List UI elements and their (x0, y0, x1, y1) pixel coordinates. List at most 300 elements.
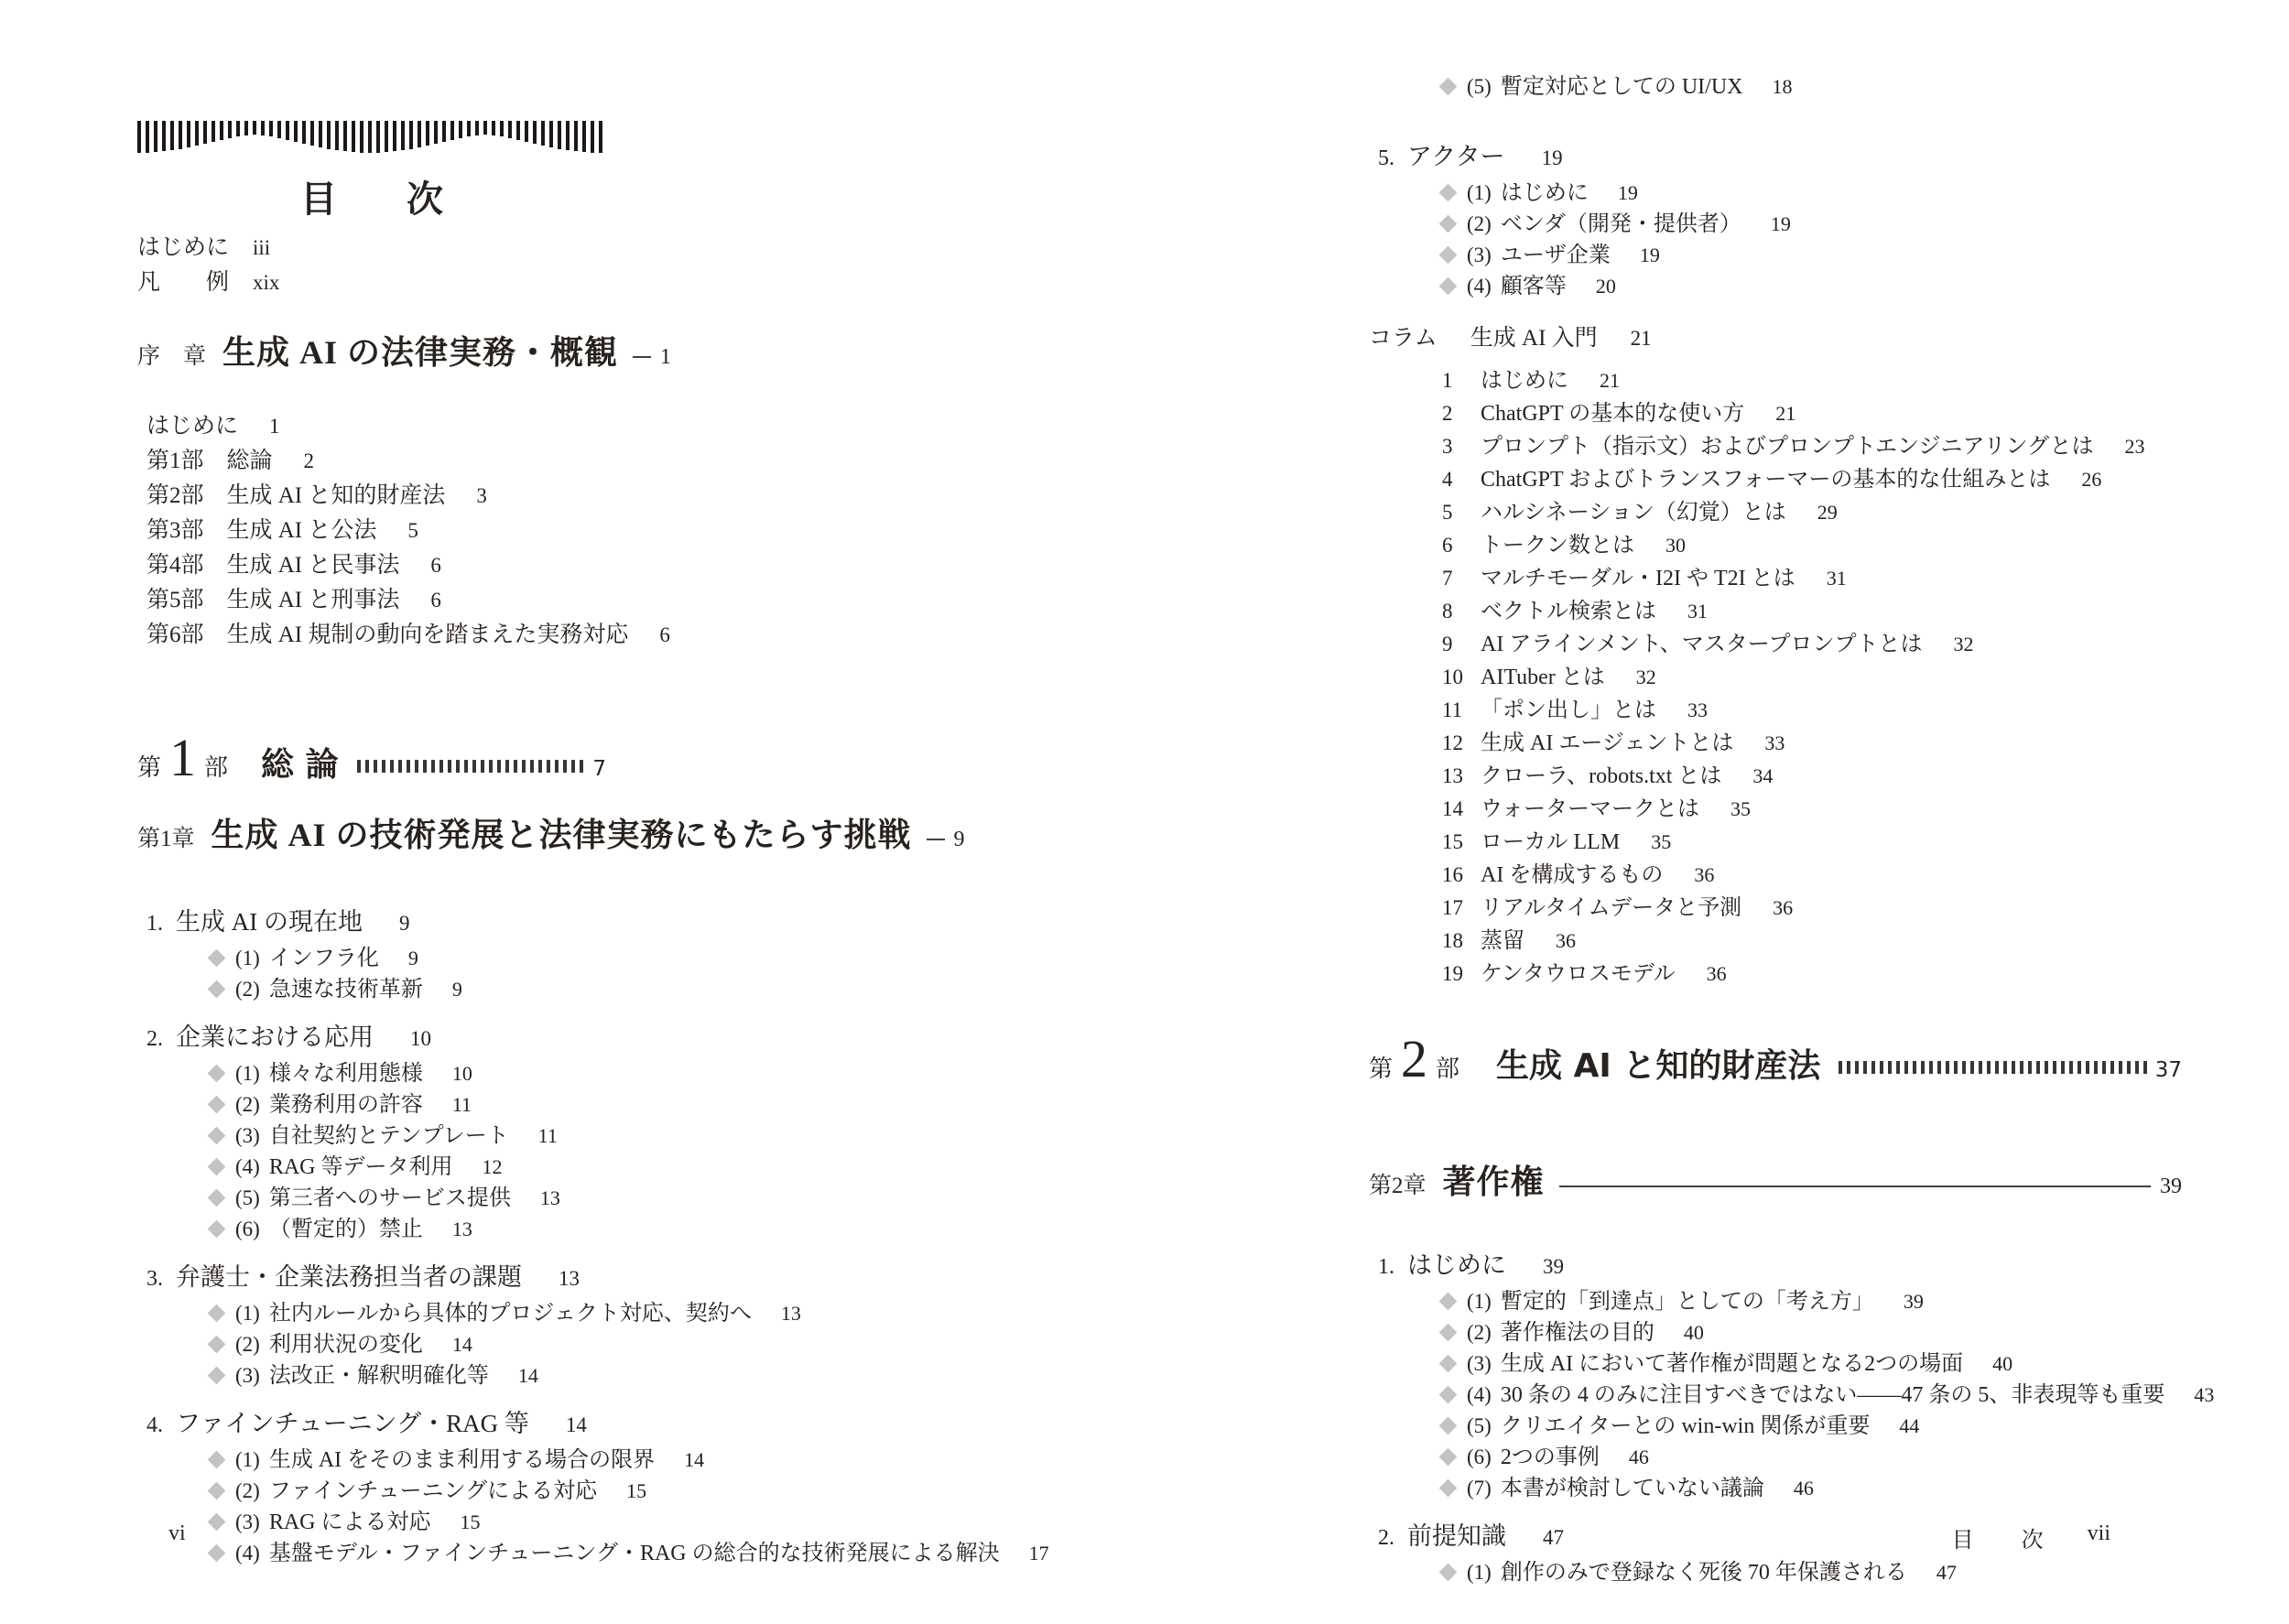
entry-page: 14 (451, 1333, 472, 1356)
part-title: 総 論 (261, 746, 339, 784)
entry-label: 第6部 生成 AI 規制の動向を踏まえた実務対応 (146, 623, 629, 647)
ornament-bar (426, 121, 429, 146)
toc-section (137, 1258, 801, 1391)
toc-entry (137, 265, 606, 300)
ornament-bar (508, 121, 512, 138)
ornament-bar (187, 121, 190, 147)
entry-number: (2) (1467, 212, 1492, 235)
ornament-bar (393, 121, 396, 151)
chapter-label: 第1章 (137, 827, 195, 851)
ornament-bar (582, 121, 586, 152)
ornament-bar (319, 121, 322, 147)
toc-entry (1369, 137, 2182, 178)
toc-entry (137, 903, 606, 943)
toc-entry (137, 479, 606, 514)
entry-label: 弁護士・企業法務担当者の課題 (176, 1263, 522, 1291)
entry-label: 自社契約とテンプレート (268, 1124, 509, 1148)
entry-number: 18 (1442, 929, 1463, 952)
toc-entry (137, 1089, 606, 1121)
toc-entry (1369, 364, 2182, 397)
diamond-icon (208, 1188, 226, 1207)
entry-number: 6 (1442, 534, 1453, 557)
ornament-bar (500, 121, 504, 136)
toc-entry (1369, 694, 2182, 727)
footer (1952, 1521, 2110, 1554)
entry-label: 第4部 生成 AI と民事法 (146, 553, 400, 578)
sub-entry-list (1369, 1286, 2215, 1504)
entry-label: プロンプト（指示文）およびプロンプトエンジニアリングとは (1481, 435, 2094, 459)
entry-label: 著作権法の目的 (1500, 1321, 1654, 1345)
column-label: コラム (1369, 326, 1437, 351)
entry-label: 前提知識 (1407, 1522, 1506, 1550)
ornament-bar (549, 121, 553, 147)
diamond-icon (1439, 183, 1458, 201)
entry-label: はじめに (1481, 369, 1568, 393)
ornament-bar (385, 121, 388, 152)
diamond-icon (1439, 1354, 1458, 1372)
entry-label: AI を構成するもの (1481, 863, 1664, 887)
entry-page: 35 (1651, 830, 1672, 853)
leader-dots (1839, 1061, 2147, 1074)
leader-line (927, 839, 945, 840)
entry-label: クリエイターとの win-win 関係が重要 (1500, 1414, 1871, 1438)
entry-label: ベクトル検索とは (1481, 600, 1656, 623)
ornament-bar (162, 121, 166, 151)
entry-number: 8 (1442, 600, 1453, 623)
entry-label: 生成 AI をそのまま利用する場合の限界 (268, 1448, 656, 1472)
entry-number: (5) (1467, 75, 1492, 98)
entry-label: AI アラインメント、マスタープロンプトとは (1481, 633, 1923, 656)
entry-page: 30 (1665, 534, 1686, 557)
toc-entry (1369, 209, 2182, 240)
entry-page: 9 (399, 912, 410, 935)
entry-number: 13 (1442, 764, 1463, 787)
entry-label: 2つの事例 (1500, 1445, 1600, 1469)
entry-page: 44 (1899, 1414, 1920, 1437)
ornament-bar (269, 121, 273, 136)
leader-line (633, 356, 651, 358)
toc-entry (137, 1121, 606, 1152)
entry-page: 11 (451, 1093, 472, 1116)
entry-page: 15 (626, 1479, 647, 1502)
toc-entry (1369, 178, 2182, 209)
ornament-bar (286, 121, 289, 140)
entry-number: (2) (1467, 1321, 1492, 1344)
entry-page: 40 (1683, 1321, 1704, 1344)
entry-number: (6) (1467, 1445, 1492, 1468)
toc-entry (1369, 430, 2182, 463)
ornament-bar (302, 121, 306, 144)
entry-number: (1) (235, 1062, 260, 1085)
entry-label: 蒸留 (1481, 929, 1524, 953)
entry-number: (5) (235, 1186, 260, 1209)
entry-page: 36 (1694, 863, 1715, 886)
entry-page: 2 (303, 449, 315, 472)
page-number: vi (168, 1521, 186, 1545)
chapter-label: 序 章 (137, 344, 207, 369)
chapter-label: 第2章 (1369, 1174, 1427, 1198)
entry-number: (4) (235, 1542, 260, 1564)
entry-number: 19 (1442, 962, 1463, 985)
entry-label: ChatGPT の基本的な使い方 (1481, 402, 1745, 426)
toc-entry (1369, 1380, 2215, 1411)
entry-label: 第1部 総論 (146, 449, 273, 473)
toc-entry (1369, 1442, 2182, 1473)
toc-section (137, 1404, 1049, 1569)
entry-page: 32 (1635, 666, 1656, 688)
entry-number: 3 (1442, 435, 1453, 458)
ornament-bar (558, 121, 561, 149)
toc-entry (137, 1058, 606, 1089)
entry-number: 1 (1442, 369, 1453, 392)
entry-page: 21 (1775, 402, 1796, 425)
ornament-strip (137, 121, 606, 157)
toc-entry (1369, 71, 2182, 103)
entry-page: 9 (407, 947, 418, 969)
entry-label: 基盤モデル・ファインチューニング・RAG の総合的な技術発展による解決 (268, 1542, 1000, 1565)
toc-entry (1369, 271, 2182, 302)
entry-number: (1) (235, 947, 260, 969)
entry-label: ウォーターマークとは (1481, 797, 1700, 821)
toc-entry (1369, 529, 2182, 562)
entry-label: ハルシネーション（幻覚）とは (1481, 501, 1786, 525)
ornament-bar (533, 121, 537, 144)
ornament-bar (220, 121, 223, 140)
ornament-bar (335, 121, 339, 150)
entry-label: 利用状況の変化 (268, 1333, 423, 1357)
toc-entry (137, 1360, 606, 1391)
entry-label: トークン数とは (1481, 534, 1634, 558)
toc-entry (137, 1404, 606, 1445)
ornament-bar (541, 121, 545, 146)
toc-entry (1369, 397, 2182, 430)
entry-page: 37 (2154, 1058, 2182, 1082)
entry-label: 企業における応用 (176, 1023, 374, 1051)
entry-number: (2) (235, 978, 260, 1001)
entry-label: ファインチューニングによる対応 (268, 1479, 598, 1503)
diamond-icon (1439, 77, 1458, 95)
entry-page: 1 (660, 345, 672, 369)
diamond-icon (1439, 1385, 1458, 1403)
sub-entry-list (137, 1445, 1049, 1569)
toc-section (1369, 1246, 2215, 1504)
column-title: 生成 AI 入門 (1470, 326, 1598, 351)
ornament-bar (179, 121, 182, 149)
ornament-bar (376, 121, 380, 153)
entry-label: はじめに (137, 235, 230, 260)
entry-number: (1) (1467, 181, 1492, 204)
chapter-title: 生成 AI の法律実務・概観 (222, 334, 619, 371)
entry-number: (3) (1467, 1352, 1492, 1375)
ornament-bar (212, 121, 215, 142)
diamond-icon (208, 1335, 226, 1353)
toc-entry (137, 1018, 606, 1058)
toc-entry (137, 1152, 606, 1183)
entry-label: はじめに (1407, 1251, 1506, 1279)
entry-label: RAG 等データ利用 (268, 1155, 453, 1179)
ornament-bar (492, 121, 495, 135)
ornament-bar (516, 121, 520, 140)
leader-dots (357, 760, 586, 773)
toc-entry (1369, 826, 2182, 859)
ornament-bar (434, 121, 438, 144)
toc-entry (137, 548, 606, 583)
entry-page: 46 (1793, 1477, 1814, 1499)
chapter2-heading (1369, 1157, 2182, 1211)
entry-page: iii (253, 236, 271, 259)
toc-entry (137, 618, 670, 653)
entry-page: 14 (565, 1413, 587, 1436)
entry-label: はじめに (1500, 181, 1589, 205)
diamond-icon (1439, 276, 1458, 295)
entry-label: 業務利用の許容 (268, 1093, 423, 1117)
column-item-list (1369, 364, 2182, 991)
entry-label: インフラ化 (268, 947, 379, 970)
entry-page: xix (253, 271, 280, 294)
entry-label: 凡 例 (137, 270, 230, 295)
toc-entry (1369, 1557, 2182, 1588)
ornament-bar (154, 121, 157, 152)
ornament-bar (277, 121, 281, 138)
ornament-bar (483, 121, 487, 135)
entry-number: 12 (1442, 731, 1463, 754)
entry-label: 様々な利用態様 (268, 1062, 423, 1086)
entry-label: アクター (1407, 143, 1505, 170)
ornament-bar (360, 121, 363, 153)
entry-page: 19 (1639, 244, 1660, 266)
entry-number: 4. (146, 1413, 163, 1437)
toc-entry (1369, 727, 2182, 760)
entry-number: 1. (146, 912, 163, 936)
diamond-icon (208, 1304, 226, 1322)
entry-label: ローカル LLM (1481, 830, 1621, 854)
entry-label: 急速な技術革新 (268, 978, 423, 1001)
column-heading (1369, 319, 2182, 359)
ornament-bar (170, 121, 174, 150)
diamond-icon (208, 980, 226, 998)
toc-entry (1369, 760, 2182, 793)
ornament-bar (253, 121, 256, 135)
entry-page: 39 (1903, 1290, 1924, 1313)
toc-entry (1369, 892, 2182, 925)
entry-page: 15 (460, 1510, 481, 1533)
toc-entry (1369, 1411, 2182, 1442)
entry-number: (1) (235, 1448, 260, 1471)
entry-page: 19 (1541, 146, 1563, 169)
sub-entry-list (137, 943, 606, 1005)
ornament-bar (327, 121, 331, 149)
entry-label: 生成 AI エージェントとは (1481, 731, 1734, 755)
toc-entry (1369, 496, 2182, 529)
entry-page: 6 (430, 589, 441, 612)
entry-label: 第5部 生成 AI と刑事法 (146, 588, 400, 612)
entry-page: 3 (476, 484, 487, 507)
toc-entry (137, 1258, 606, 1298)
toc-section (1369, 137, 2182, 302)
page-number: vii (2087, 1521, 2110, 1545)
entry-page: 20 (1595, 275, 1616, 298)
ornament-bar (401, 121, 405, 150)
entry-page: 34 (1752, 764, 1774, 787)
ornament-bar (459, 121, 462, 138)
entry-label: 暫定的「到達点」としての「考え方」 (1500, 1290, 1874, 1314)
entry-number: 2 (1442, 402, 1453, 425)
entry-number: 11 (1442, 698, 1463, 721)
entry-number: 4 (1442, 468, 1453, 491)
diamond-icon (1439, 1478, 1458, 1497)
entry-page: 11 (537, 1124, 558, 1147)
diamond-icon (1439, 1323, 1458, 1341)
entry-number: 2. (146, 1027, 163, 1051)
ornament-bar (146, 121, 149, 153)
entry-number: (2) (235, 1093, 260, 1116)
toc-entry (1369, 925, 2182, 958)
entry-number: 15 (1442, 830, 1463, 853)
entry-number: (3) (235, 1364, 260, 1387)
entry-number: (4) (1467, 1383, 1492, 1406)
entry-label: マルチモーダル・I2I や T2I とは (1481, 567, 1795, 590)
intro-overview-list (137, 409, 670, 653)
entry-label: ユーザ企業 (1500, 244, 1611, 267)
toc-entry (1369, 595, 2182, 628)
toc-entry (1369, 1286, 2182, 1317)
diamond-icon (208, 1366, 226, 1384)
diamond-icon (1439, 1447, 1458, 1466)
front-matter-list (137, 231, 606, 300)
toc-entry (1369, 240, 2182, 271)
chapter-title: 生成 AI の技術発展と法律実務にもたらす挑戦 (211, 817, 912, 853)
toc-entry (137, 1298, 801, 1329)
entry-page: 9 (953, 828, 965, 851)
entry-page: 10 (410, 1027, 431, 1050)
toc-entry (137, 974, 606, 1005)
part-suffix: 部 (1436, 1056, 1460, 1082)
sub-entry-list (1369, 1557, 2182, 1588)
entry-page: 1 (269, 415, 280, 438)
entry-number: (6) (235, 1218, 260, 1240)
entry-number: (1) (235, 1302, 260, 1325)
toc-entry (137, 409, 606, 444)
entry-label: 創作のみで登録なく死後 70 年保護される (1500, 1561, 1907, 1585)
diamond-icon (208, 1450, 226, 1468)
ornament-bar (566, 121, 570, 150)
entry-label: AITuber とは (1481, 666, 1605, 689)
entry-number: 17 (1442, 896, 1463, 919)
entry-page: 12 (482, 1155, 503, 1178)
toc-entry (1369, 1317, 2182, 1348)
part1-heading (137, 728, 606, 799)
part-title: 生成 AI と知的財産法 (1496, 1047, 1821, 1085)
entry-label: （暫定的）禁止 (268, 1218, 423, 1241)
entry-label: 第2部 生成 AI と知的財産法 (146, 483, 446, 508)
intro-chapter-heading (137, 328, 672, 382)
entry-number: 2. (1378, 1526, 1394, 1550)
part-prefix: 第 (1369, 1056, 1394, 1082)
entry-label: ファインチューニング・RAG 等 (176, 1410, 529, 1437)
entry-label: 「ポン出し」とは (1481, 698, 1656, 722)
toc-entry (137, 1329, 606, 1360)
ornament-bar (591, 121, 594, 153)
entry-page: 13 (539, 1186, 560, 1209)
entry-page: 7 (592, 757, 606, 781)
entry-page: 21 (1600, 369, 1620, 392)
entry-page: 18 (1772, 75, 1793, 98)
entry-label: 法改正・解釈明確化等 (268, 1364, 489, 1388)
entry-page: 19 (1770, 212, 1791, 235)
entry-number: 16 (1442, 863, 1463, 886)
entry-page: 33 (1764, 731, 1785, 754)
entry-label: 社内ルールから具体的プロジェクト対応、契約へ (268, 1302, 752, 1326)
part-number: 1 (169, 728, 197, 787)
entry-label: 生成 AI の現在地 (176, 908, 363, 936)
entry-label: ベンダ（開発・提供者） (1500, 212, 1741, 236)
toc-entry (137, 943, 606, 974)
toc-entry (137, 1445, 705, 1476)
chapter-title: 著作権 (1442, 1164, 1545, 1200)
entry-page: 31 (1687, 600, 1708, 623)
entry-page: 5 (407, 519, 418, 542)
entry-page: 10 (451, 1062, 472, 1085)
ornament-bar (352, 121, 355, 152)
entry-page: 40 (1992, 1352, 2013, 1375)
ornament-bar (599, 121, 602, 153)
entry-label: 30 条の 4 のみに注目すべきではない——47 条の 5、非表現等も重要 (1500, 1383, 2165, 1407)
entry-page: 26 (2081, 468, 2102, 491)
toc-section (137, 903, 606, 1005)
footer-section-label: 目 次 (1951, 1529, 2056, 1553)
diamond-icon (208, 948, 226, 967)
ornament-bar (450, 121, 454, 140)
entry-number: (4) (1467, 275, 1492, 298)
entry-number: (7) (1467, 1477, 1492, 1499)
entry-page: 39 (2160, 1175, 2182, 1198)
toc-entry (137, 1476, 647, 1507)
toc-entry (137, 231, 606, 265)
part-number: 2 (1401, 1029, 1428, 1088)
entry-label: 顧客等 (1500, 275, 1567, 298)
section-list (137, 903, 1049, 1569)
diamond-icon (1439, 1292, 1458, 1310)
toc-entry (137, 1214, 606, 1245)
toc-entry (1369, 463, 2182, 496)
ornament-bar (261, 121, 265, 135)
entry-number: 9 (1442, 633, 1453, 655)
toc-entry (137, 583, 606, 618)
entry-page: 33 (1687, 698, 1708, 721)
diamond-icon (208, 1219, 226, 1238)
toc-entry (1369, 1348, 2182, 1380)
continued-sub-entry-list (1369, 71, 2182, 103)
entry-number: 7 (1442, 567, 1453, 590)
entry-label: 暫定対応としての UI/UX (1500, 75, 1743, 99)
toc-entry (137, 1507, 606, 1538)
toc-entry (1369, 859, 2182, 892)
entry-page: 43 (2194, 1383, 2215, 1406)
diamond-icon (208, 1481, 226, 1499)
entry-number: (3) (235, 1124, 260, 1147)
entry-number: 5. (1378, 146, 1394, 170)
diamond-icon (208, 1543, 226, 1562)
entry-label: RAG による対応 (268, 1510, 431, 1534)
part2-heading (1369, 1029, 2182, 1100)
part-suffix: 部 (204, 754, 229, 781)
sub-entry-list (1369, 178, 2182, 302)
entry-page: 14 (684, 1448, 705, 1471)
diamond-icon (1439, 214, 1458, 233)
entry-page: 29 (1817, 501, 1838, 524)
ornament-bar (137, 121, 141, 153)
diamond-icon (208, 1095, 226, 1113)
